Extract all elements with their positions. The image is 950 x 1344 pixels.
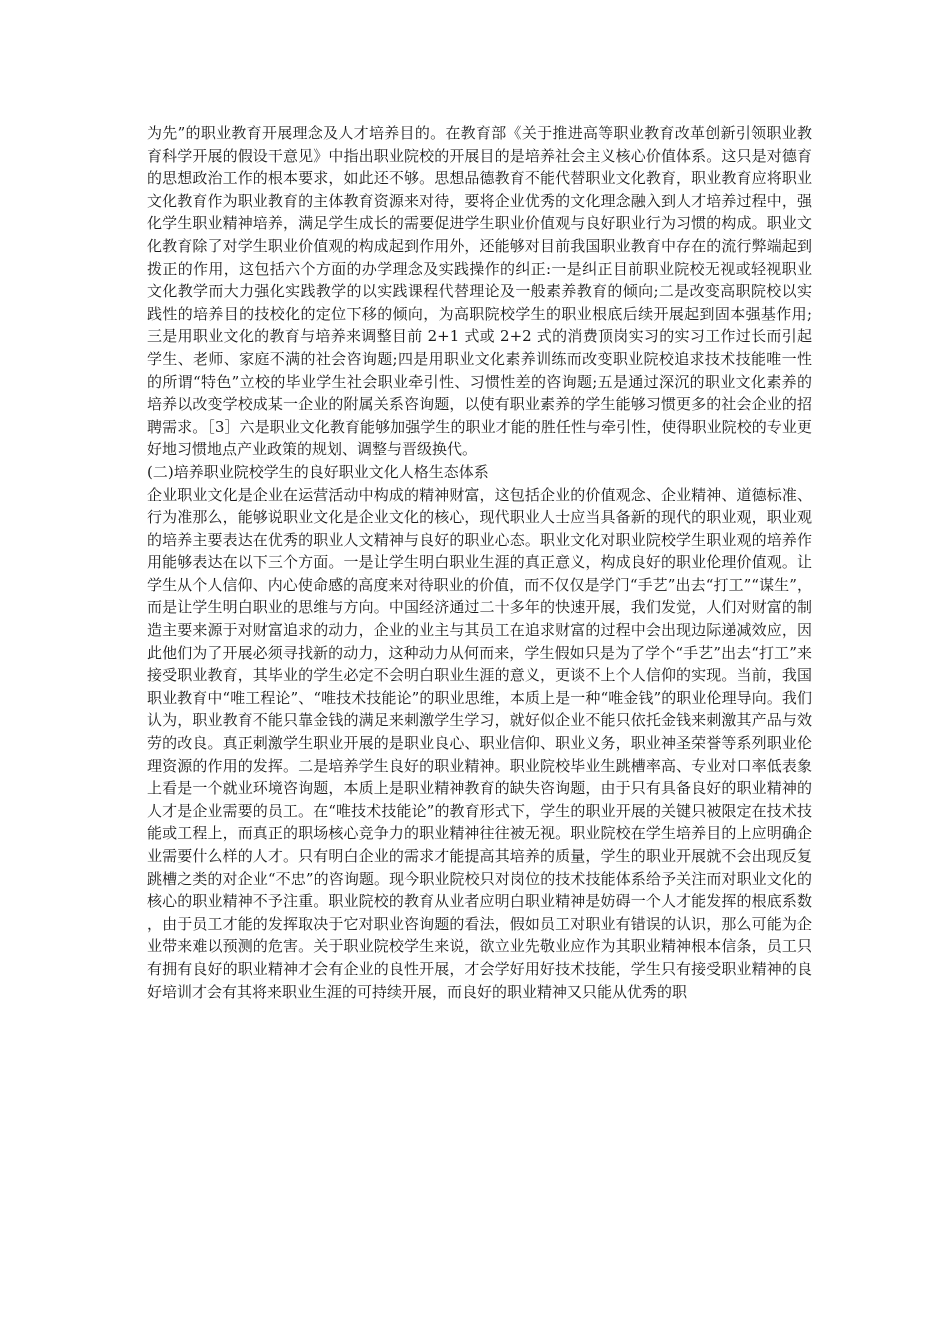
body-paragraph: 企业职业文化是企业在运营活动中构成的精神财富，这包括企业的价值观念、企业精神、道德标准、行为准那么，能够说职业文化是企业文化的核心，现代职业人士应当具备新的现代的职业观，职业观的培养主要表达在优秀的职业人文精神与良好的职业心态。职业文化对职业院校学生职业观的培养作用能够表达在以下三个方面。一是让学生明白职业生涯的真正意义，构成良好的职业伦理价值观。让学生从个人信仰、内心使命感的高度来对待职业的价值，而不仅仅是学门“手艺”出去“打工”“谋生”，而是让学生明白职业的思维与方向。中国经济通过二十多年的快速开展，我们发觉，人们对财富的制造主要来源于对财富追求的动力，企业的业主与其员工在追求财富的过程中会出现边际递减效应，因此他们为了开展必须寻找新的动力，这种动力从何而来，学生假如只是为了学个“手艺”出去“打工”来接受职业教育，其毕业的学生必定不会明白职业生涯的意义，更谈不上个人信仰的实现。当前，我国职业教育中“唯工程论”、“唯技术技能论”的职业思维，本质上是一种“唯金钱”的职业伦理导向。我们认为，职业教育不能只靠金钱的满足来刺激学生学习，就好似企业不能只依托金钱来刺激其产品与效劳的改良。真正刺激学生职业开展的是职业良心、职业信仰、职业义务，职业神圣荣誉等系列职业伦理资源的作用的发挥。二是培养学生良好的职业精神。职业院校毕业生跳槽率高、专业对口率低表象上看是一个就业环境咨询题，本质上是职业精神教育的缺失咨询题，由于只有具备良好的职业精神的人才是企业需要的员工。在“唯技术技能论”的教育形式下，学生的职业开展的关键只被限定在技术技能或工程上，而真正的职场核心竞争力的职业精神往往被无视。职业院校在学生培养目的上应明确企业需要什么样的人才。只有明白企业的需求才能提高其培养的质量，学生的职业开展就不会出现反复跳槽之类的对企业“不忠”的咨询题。现今职业院校只对岗位的技术技能体系给予关注而对职业文化的核心的职业精神不予注重。职业院校的教育从业者应明白职业精神是妨碍一个人才能发挥的根底系数，由于员工才能的发挥取决于它对职业咨询题的看法，假如员工对职业有错误的认识，那么可能为企业带来难以预测的危害。关于职业院校学生来说，欲立业先敬业应作为其职业精神根本信条，员工只有拥有良好的职业精神才会有企业的良性开展，才会学好用好技术技能，学生只有接受职业精神的良好培训才会有其将来职业生涯的可持续开展，而良好的职业精神又只能从优秀的职 [147, 485, 812, 1001]
body-paragraph: 为先”的职业教育开展理念及人才培养目的。在教育部《关于推进高等职业教育改革创新引领职业教育科学开展的假设干意见》中指出职业院校的开展目的是培养社会主义核心价值体系。这只是对德育的思想政治工作的根本要求，如此还不够。思想品德教育不能代替职业文化教育，职业教育应将职业文化教育作为职业教育的主体教育资源来对待，要将企业优秀的文化理念融入到人才培养过程中，强化学生职业精神培养，满足学生成长的需要促进学生职业价值观与良好职业行为习惯的构成。职业文化教育除了对学生职业价值观的构成起到作用外，还能够对目前我国职业教育中存在的流行弊端起到拨正的作用，这包括六个方面的办学理念及实践操作的纠正:一是纠正目前职业院校无视或轻视职业文化教学而大力强化实践教学的以实践课程代替理论及一般素养教育的倾向;二是改变高职院校以实践性的培养目的技校化的定位下移的倾向，为高职院校学生的职业根底后续开展起到固本强基作用;三是用职业文化的教育与培养来调整目前 2+1 式或 2+2 式的消费顶岗实习的实习工作过长而引起学生、老师、家庭不满的社会咨询题;四是用职业文化素养训练而改变职业院校追求技术技能唯一性的所谓“特色”立校的毕业学生社会职业牵引性、习惯性差的咨询题;五是通过深沉的职业文化素养的培养以改变学校成某一企业的附属关系咨询题，以使有职业素养的学生能够习惯更多的社会企业的招聘需求。［3］六是职业文化教育能够加强学生的职业才能的胜任性与牵引性，使得职业院校的专业更好地习惯地点产业政策的规划、调整与晋级换代。 [147, 124, 812, 459]
section-heading: (二)培养职业院校学生的良好职业文化人格生态体系 [147, 462, 489, 481]
document-body [147, 122, 812, 1003]
